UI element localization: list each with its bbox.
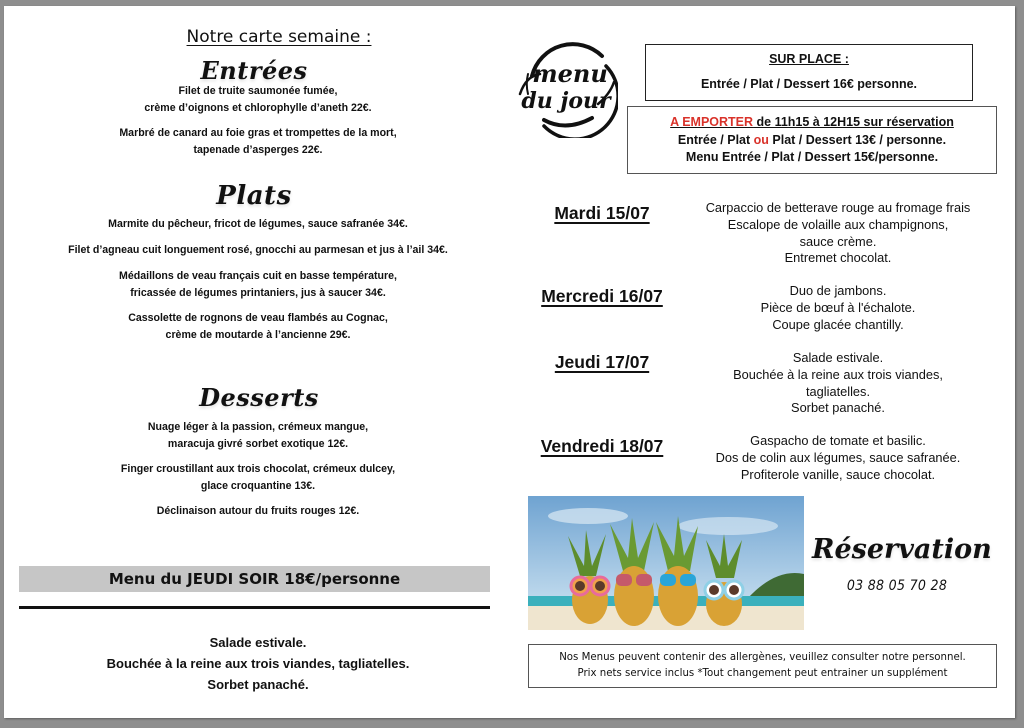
dish-line: maracuja givré sorbet exotique 12€. (167, 438, 349, 450)
day-dishes-vendredi (678, 433, 998, 483)
dish-plat-1 (8, 216, 508, 233)
day-label-vendredi: Vendredi 18/07 (540, 436, 664, 456)
page-title: Notre carte semaine : (186, 27, 372, 47)
dish-line: Nuage léger à la passion, crémeux mangue, (147, 421, 369, 433)
circle-brush-icon (514, 34, 618, 138)
day-label-mercredi: Mercredi 16/07 (541, 286, 663, 306)
section-heading-desserts: Desserts (199, 383, 319, 412)
day-dish: Profiterole vanille, sauce chocolat. (740, 466, 936, 482)
price-notice: Prix nets service inclus *Tout changement peut entrainer un supplément (577, 668, 948, 679)
day-dish: Entremet chocolat. (784, 250, 892, 266)
day-dish: Sorbet panaché. (791, 400, 885, 416)
emporter-title (628, 114, 996, 132)
day-dish: tagliatelles. (805, 383, 871, 399)
dish-dessert-3 (8, 503, 508, 520)
svg-text:du jour: du jour (521, 88, 611, 114)
dish-line: tapenade d’asperges 22€. (193, 144, 323, 156)
reservation-phone[interactable]: 03 88 05 70 28 (846, 578, 948, 594)
day-dish: Coupe glacée chantilly. (772, 316, 904, 332)
dish-line: Déclinaison autour du fruits rouges 12€. (156, 505, 360, 517)
emporter-box (627, 106, 997, 174)
day-dish: Dos de colin aux légumes, sauce safranée. (715, 449, 961, 465)
day-label-mardi: Mardi 15/07 (554, 203, 650, 223)
dish-line: crème de moutarde à l’ancienne 29€. (165, 329, 351, 341)
day-dish: Duo de jambons. (789, 283, 887, 298)
jeudi-item: Salade estivale. (209, 635, 307, 650)
jeudi-soir-title-bar: Menu du JEUDI SOIR 18€/personne (19, 566, 490, 592)
emporter-or: ou (753, 132, 769, 147)
dish-line: Marbré de canard au foie gras et trompettes de la mort, (119, 127, 397, 139)
day-dish: Pièce de bœuf à l'échalote. (760, 299, 916, 315)
menu-page (4, 6, 1015, 718)
pineapple-illustration-icon (528, 496, 804, 630)
section-heading-entrees: Entrées (200, 56, 308, 85)
dish-dessert-2 (8, 461, 508, 495)
jeudi-item: Bouchée à la reine aux trois viandes, tagliatelles. (106, 656, 410, 671)
day-dishes-jeudi (678, 350, 998, 417)
dish-entree-1 (8, 83, 508, 117)
sur-place-title: SUR PLACE : (769, 52, 849, 66)
day-dishes-mardi (678, 200, 998, 267)
dish-plat-2 (8, 242, 508, 259)
dish-line: Cassolette de rognons de veau flambés au Cognac, (128, 312, 388, 324)
day-label-jeudi: Jeudi 17/07 (554, 352, 650, 372)
day-dish: Carpaccio de betterave rouge au fromage frais (705, 200, 971, 215)
dish-line: crème d’oignons et chlorophylle d’aneth 22€. (144, 102, 372, 114)
dish-line: Filet de truite saumonée fumée, (178, 85, 338, 97)
day-dish: Escalope de volaille aux champignons, (727, 216, 949, 232)
emporter-line-2 (628, 132, 996, 150)
dish-entree-2 (8, 125, 508, 159)
dish-plat-4 (8, 310, 508, 344)
dish-line: glace croquantine 13€. (200, 480, 316, 492)
day-dish: Salade estivale. (792, 350, 884, 365)
emporter-text: Entrée / Plat (677, 132, 754, 147)
dish-line: Filet d’agneau cuit longuement rosé, gnocchi au parmesan et jus à l’ail 34€. (68, 244, 448, 256)
dish-dessert-1 (8, 419, 508, 453)
emporter-hours: de 11h15 à 12H15 sur réservation (753, 115, 954, 129)
section-heading-plats: Plats (216, 181, 292, 211)
sur-place-price: Entrée / Plat / Dessert 16€ personne. (700, 77, 918, 91)
dish-line: fricassée de légumes printaniers, jus à saucer 34€. (130, 287, 386, 299)
day-dishes-mercredi (678, 283, 998, 333)
emporter-label: A EMPORTER (670, 115, 754, 129)
day-dish: sauce crème. (799, 233, 877, 249)
dish-line: Médaillons de veau français cuit en basse température, (119, 270, 397, 282)
dish-plat-3 (8, 268, 508, 302)
pineapple-beach-image (528, 496, 804, 630)
divider-line (19, 606, 490, 609)
emporter-line-3: Menu Entrée / Plat / Dessert 15€/personne. (685, 150, 939, 164)
menu-du-jour-logo (514, 34, 618, 138)
dish-line: Marmite du pêcheur, fricot de légumes, sauce safranée 34€. (108, 218, 408, 230)
sur-place-box (645, 44, 973, 101)
jeudi-soir-menu (8, 632, 508, 695)
emporter-text: Plat / Dessert 13€ / personne. (768, 132, 947, 147)
day-dish: Bouchée à la reine aux trois viandes, (733, 366, 943, 382)
jeudi-item: Sorbet panaché. (207, 677, 309, 692)
day-dish: Gaspacho de tomate et basilic. (750, 433, 926, 448)
svg-text:menu: menu (532, 59, 608, 88)
reservation-title: Réservation (812, 534, 992, 565)
allergen-notice-box (528, 644, 997, 688)
allergen-notice: Nos Menus peuvent contenir des allergènes, veuillez consulter notre personnel. (559, 652, 966, 663)
dish-line: Finger croustillant aux trois chocolat, crémeux dulcey, (120, 463, 396, 475)
